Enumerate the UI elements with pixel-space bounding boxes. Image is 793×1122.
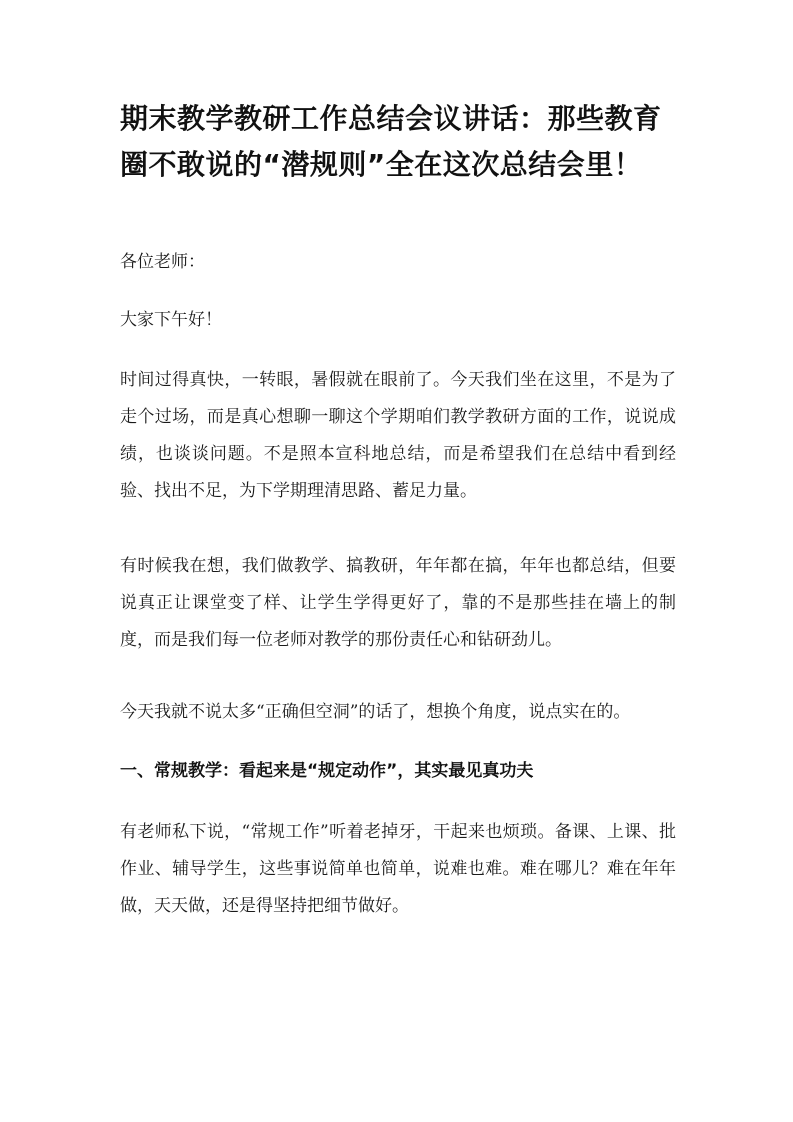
salutation: 各位老师： [120,252,205,272]
paragraph-intent: 今天我就不说太多“正确但空洞”的话了，想换个角度，说点实在的。 [120,702,631,722]
paragraph-reflection: 有时候我在想，我们做教学、搞教研，年年都在搞，年年也都总结，但要说真正让课堂变了样、让学生学得更好了，靠的不是那些挂在墙上的制度，而是我们每一位老师对教学的那份责任心和钻研劲儿。 [120,556,676,650]
section-heading-routine-teaching: 一、常规教学：看起来是“规定动作”，其实最见真功夫 [120,761,534,781]
paragraph-opening: 时间过得真快，一转眼，暑假就在眼前了。今天我们坐在这里，不是为了走个过场，而是真心想聊一聊这个学期咱们教学教研方面的工作，说说成绩，也谈谈问题。不是照本宣科地总结，而是希望我们在总结中看到经验、找出不足，为下学期理清思路、蓄足力量。 [120,370,676,501]
greeting: 大家下午好！ [120,310,222,330]
document-title: 期末教学教研工作总结会议讲话：那些教育圈不敢说的“潜规则”全在这次总结会里！ [120,102,662,181]
paragraph-routine-teaching: 有老师私下说，“常规工作”听着老掉牙，干起来也烦琐。备课、上课、批作业、辅导学生，这些事说简单也简单，说难也难。难在哪儿？难在年年做，天天做，还是得坚持把细节做好。 [120,822,676,916]
